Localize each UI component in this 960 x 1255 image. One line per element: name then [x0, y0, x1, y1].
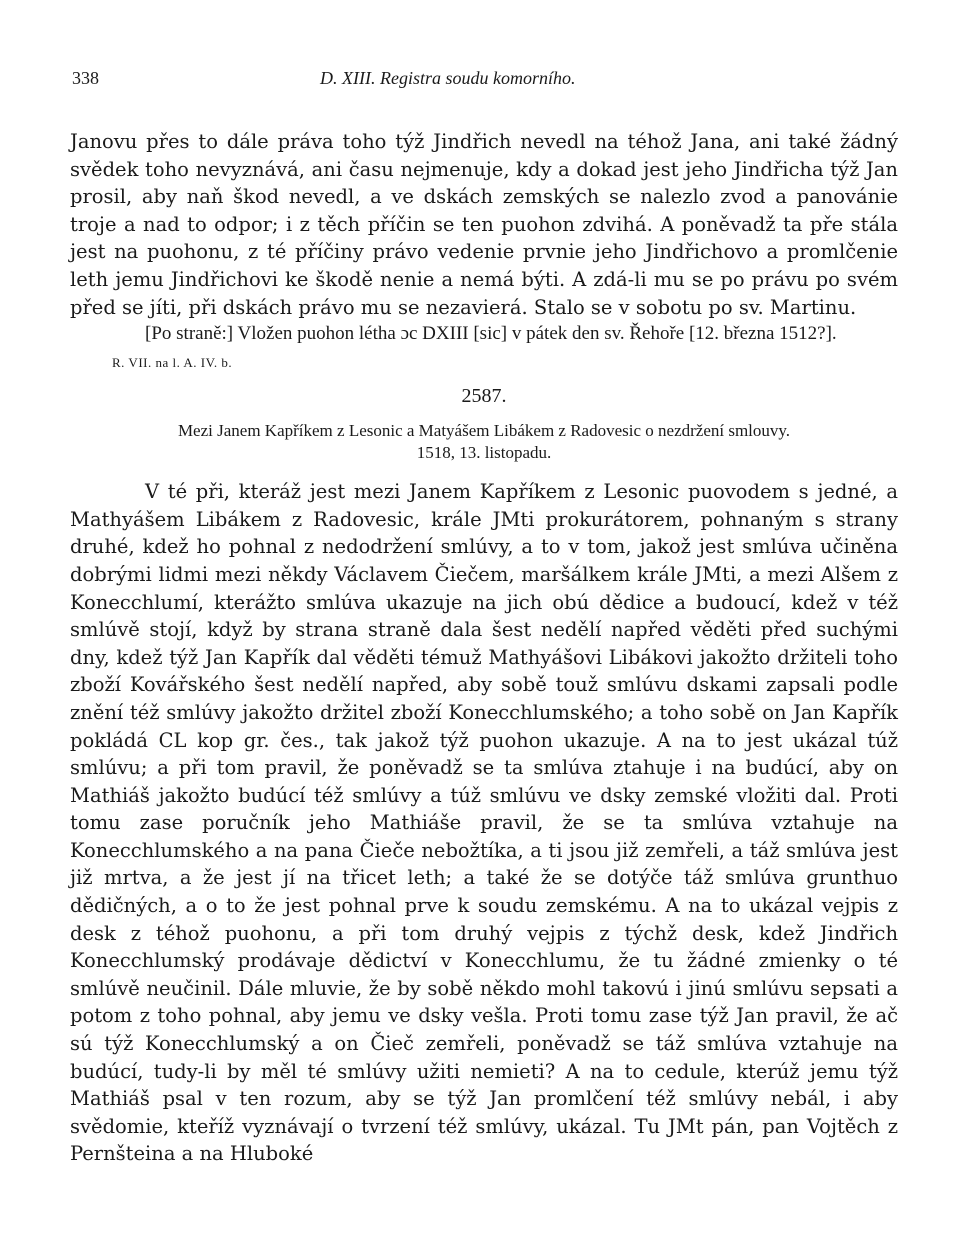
document-page: [70, 60, 898, 1168]
entry-text: V té při, kteráž jest mezi Janem Kapříkem z Lesonic puovodem s jedné, a Mathyášem Libákem z Radovesic, krále JMti prokurátorem, pohnaným s strany druhé, kdež ho pohnal z nedodržení smlúvy, a to v tom, jakož jest smlúva učiněna dobrými lidmi mezi někdy Václavem Čiečem, maršálkem krále JMti, a mezi Alšem z Konecchlumí, kterážto smlúva ukazuje na jich obú dědice a budoucí, kdež v též smlúvě stojí, když by strana straně dala šest nedělí napřed věděti před suchými dny, kdež týž Jan Kapřík dal věděti témuž Mathyášovi Libákovi jakožto držiteli toho zboží Kovářského šest nedělí napřed, aby sobě touž smlúvu dskami zapsali podle znění též smlúvy jakožto držitel zboží Konecchlumského; a toho sobě on Jan Kapřík pokládá CL kop gr. čes., tak jakož týž puohon ukazuje. A na to jest ukázal túž smlúvu; a při tom pravil, že poněvadž se ta smlúva ztahuje i na budúcí, aby on Mathiáš jakožto budúcí též smlúvy a túž smlúvu ve dsky zemské vložiti dal. Proti tomu zase poručník jeho Mathiáše pravil, že se ta smlúva vztahuje na Konecchlumského a na pana Čieče nebožtíka, a ti jsou již zemřeli, a táž smlúva jest již mrtva, a že jest jí na třicet leth; a také že se dotýče táž smlúva grunthuo dědičných, a o to že jest pohnal prve k soudu zemskému. A na to ukázal vejpis z desk z téhož puohonu, a při tom druhý vejpis z týchž desk, kdež Jindřich Konecchlumský prodávaje dědictví v Konecchlumu, že tu žádné zmienky o té smlúvě neučinil. Dále mluvie, že by sobě někdo mohl takovú i jinú smlúvu sepsati a potom z toho pohnal, aby jemu ve dsky vešla. Proti tomu zase týž Jan pravil, že ač sú týž Konecchlumský a on Čieč zemřeli, poněvadž se táž smlúva vztahuje na budúcí, tudy-li by měl té smlúvy užiti nemieti? A na to cedule, kterúž jemu týž Mathiáš psal v ten rozum, aby se týž Jan promlčení též smlúvy nebál, i aby svědomie, kteříž vyznávají o tvrzení též smlúvy, ukázal. Tu JMt pán, pan Vojtěch z Pernšteina a na Hluboké: [70, 480, 898, 1166]
source-reference: R. VII. na l. A. IV. b.: [112, 355, 233, 371]
page-header: [70, 60, 898, 88]
entry-number: 2587.: [461, 385, 507, 408]
entry-title: Mezi Janem Kapříkem z Lesonic a Matyášem Libákem z Radovesic o nezdržení smlouvy.: [177, 421, 791, 441]
margin-note-text: [Po straně:] Vložen puohon létha ɔc DXIII [sic] v pátek den sv. Řehoře [12. března 1512?].: [145, 323, 837, 345]
running-title: D. XIII. Registra soudu komorního.: [320, 68, 576, 88]
page-number: 338: [72, 68, 99, 88]
previous-entry-text: Janovu přes to dále práva toho týž Jindřich nevedl na téhož Jana, ani také žádný svědek toho nevyznává, ani času nejmenuje, kdy a dokad jest jeho Jindřicha týž Jan prosil, aby naň škod nevedl, a ve dskách zemských se nalezlo zvod a panovánie troje a nad to odpor; i z těch příčin se ten puohon zdvihá. A poněvadž ta pře stála jest na puohonu, z té příčiny právo vedenie prvnie jeho Jindřichovo a promlčenie leth jemu Jindřichovi ke škodě nenie a nemá býti. A zdá-li mu se po právu po svém před se jíti, při dskách právo mu se nezavierá. Stalo se v sobotu po sv. Martinu.: [70, 130, 898, 319]
entry-date: 1518, 13. listopadu.: [416, 443, 552, 463]
margin-note: [70, 321, 898, 347]
